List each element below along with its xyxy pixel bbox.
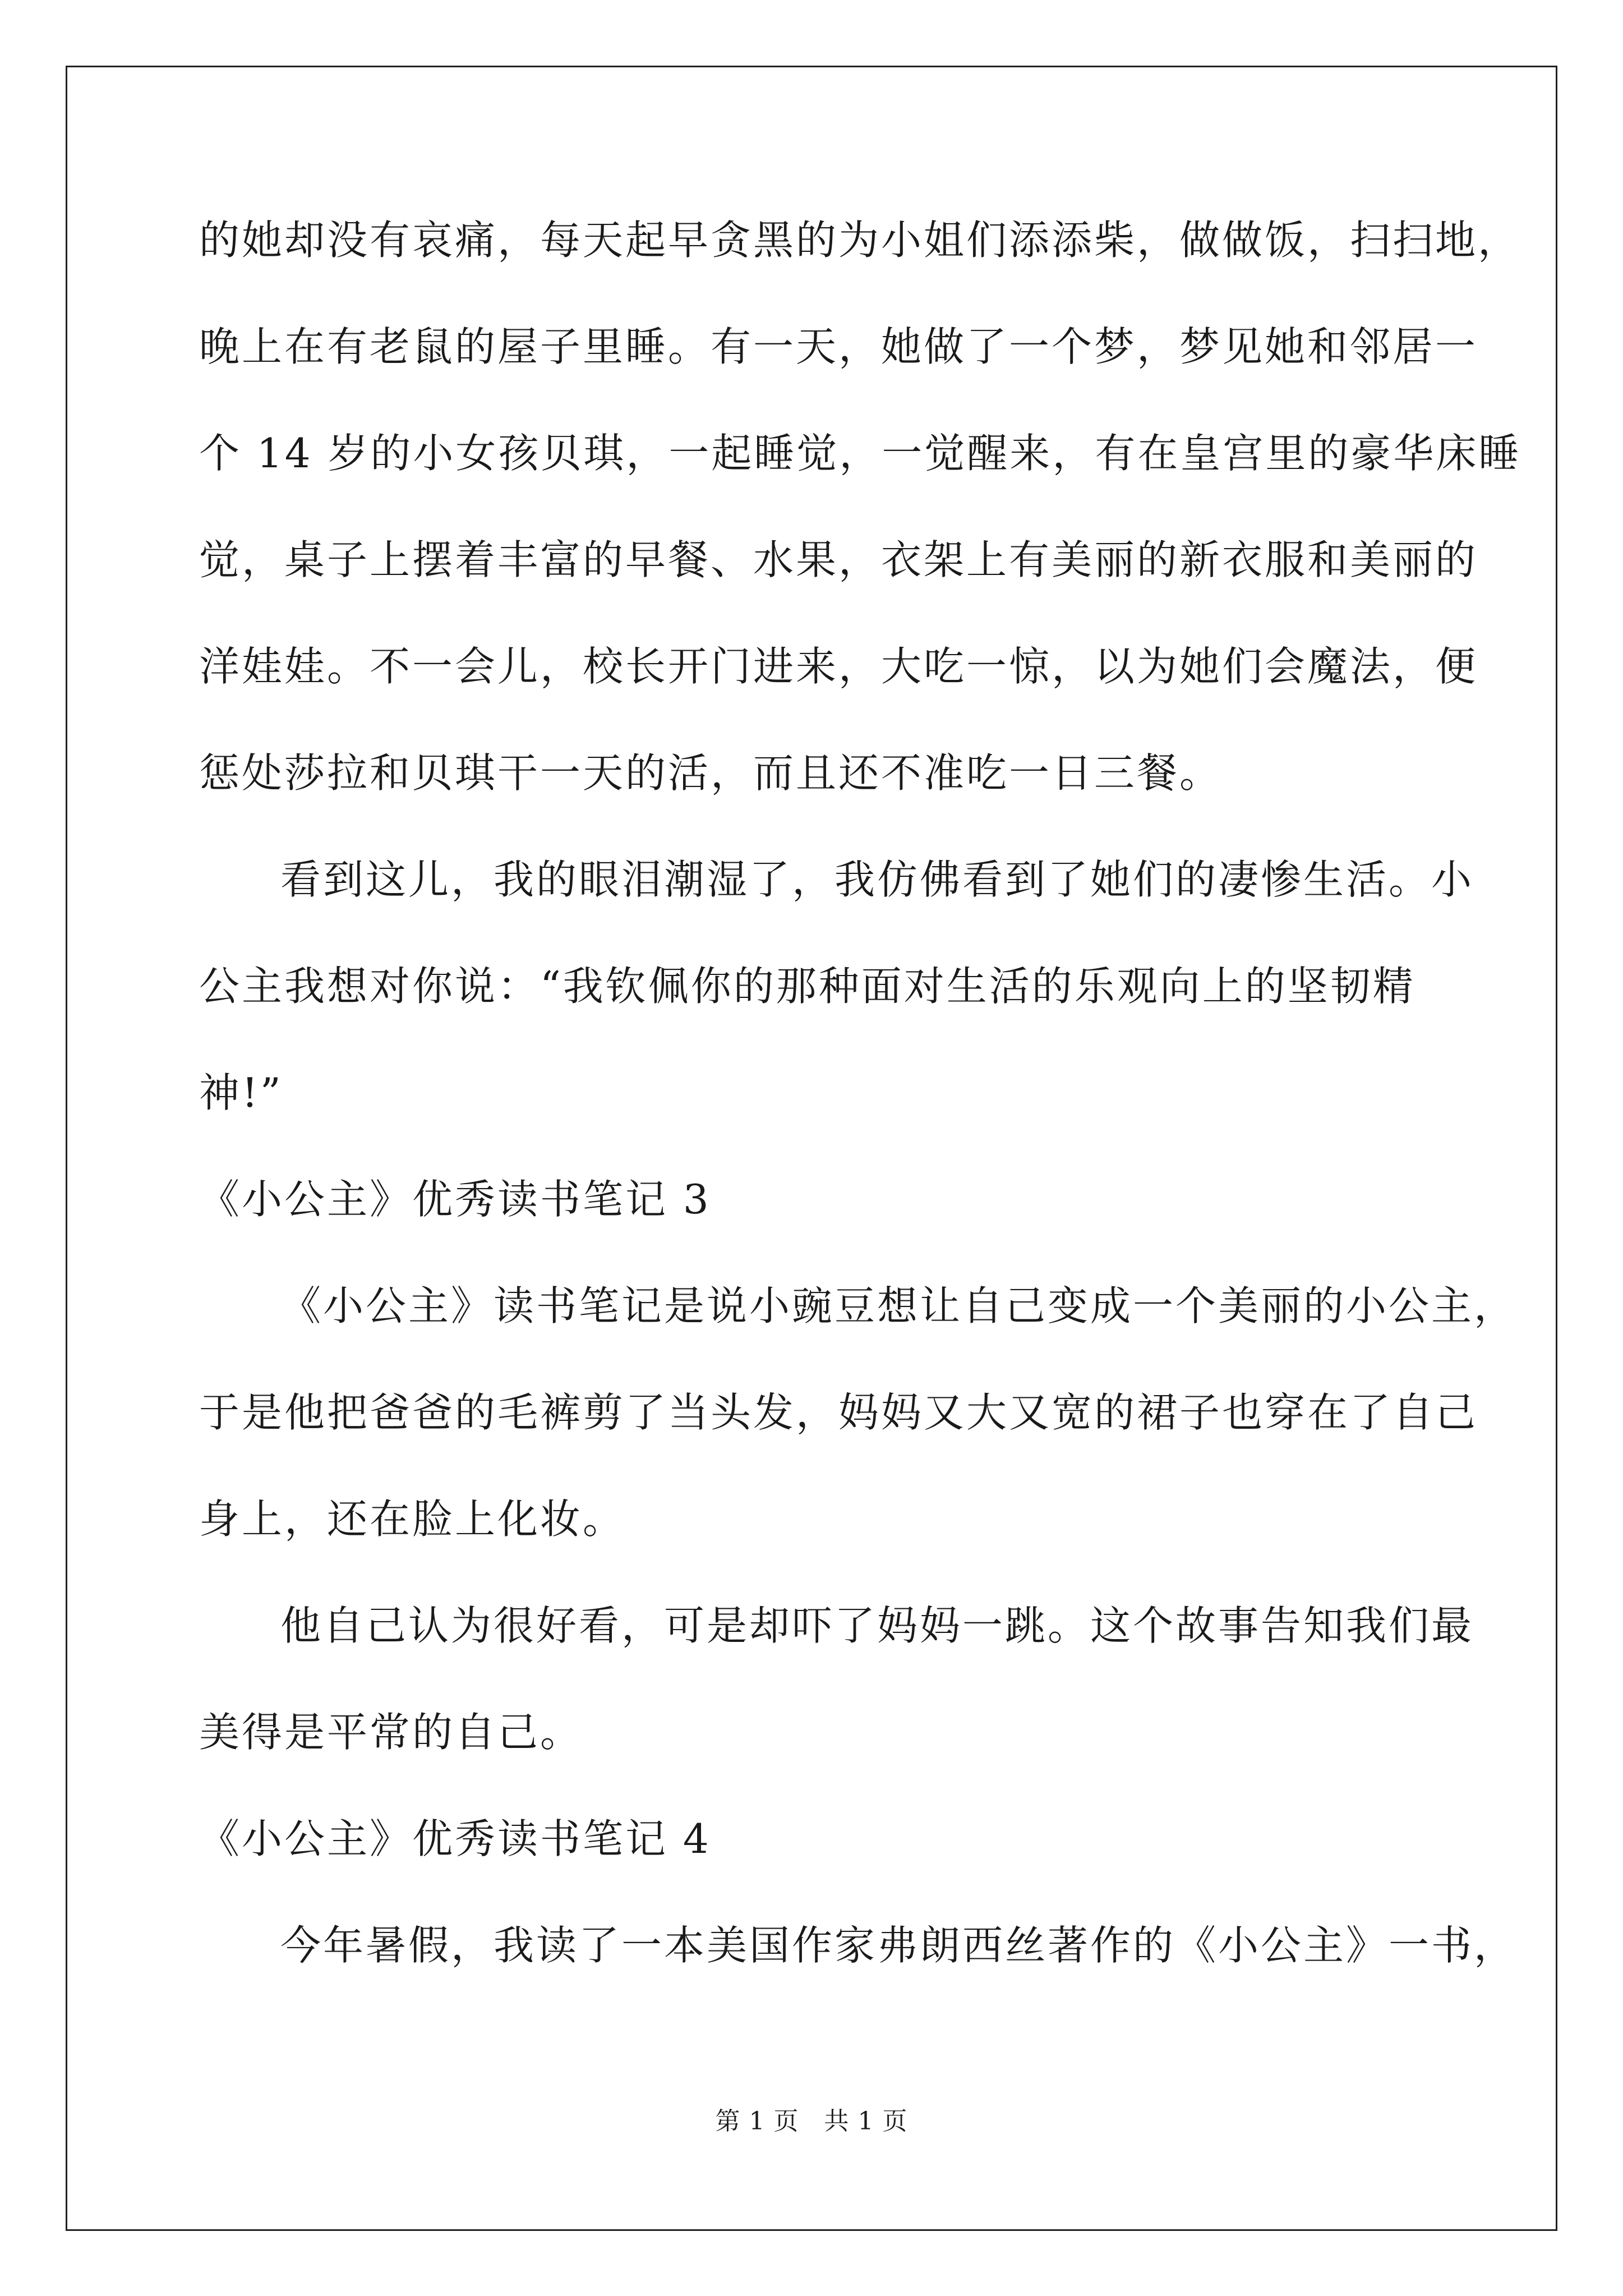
paragraph-line: 神!” — [199, 1069, 283, 1116]
section-heading: 《小公主》优秀读书笔记 3 — [199, 1176, 711, 1223]
paragraph-line: 于是他把爸爸的毛裤剪了当头发，妈妈又大又宽的裙子也穿在了自己 — [199, 1389, 1478, 1436]
paragraph-line: 觉，桌子上摆着丰富的早餐、水果，衣架上有美丽的新衣服和美丽的 — [199, 536, 1478, 583]
paragraph-line: 今年暑假，我读了一本美国作家弗朗西丝著作的《小公主》一书， — [280, 1922, 1517, 1969]
paragraph-line: 美得是平常的自己。 — [199, 1709, 583, 1756]
paragraph-line: 惩处莎拉和贝琪干一天的活，而且还不准吃一日三餐。 — [199, 749, 1223, 797]
paragraph-line: 《小公主》读书笔记是说小豌豆想让自己变成一个美丽的小公主， — [280, 1282, 1517, 1329]
paragraph-line: 晚上在有老鼠的屋子里睡。有一天，她做了一个梦，梦见她和邻居一 — [199, 323, 1478, 370]
paragraph-line: 洋娃娃。不一会儿，校长开门进来，大吃一惊，以为她们会魔法，便 — [199, 643, 1478, 690]
paragraph-line: 看到这儿，我的眼泪潮湿了，我仿佛看到了她们的凄惨生活。小 — [280, 856, 1474, 903]
paragraph-line: 的她却没有哀痛，每天起早贪黑的为小姐们添添柴，做做饭，扫扫地， — [199, 217, 1521, 264]
paragraph-line: 个 14 岁的小女孩贝琪，一起睡觉，一觉醒来，有在皇宫里的豪华床睡 — [199, 430, 1521, 477]
page-footer: 第 1 页 共 1 页 — [715, 2107, 908, 2136]
page-border — [66, 66, 1557, 2231]
paragraph-line: 身上，还在脸上化妆。 — [199, 1496, 626, 1543]
paragraph-line: 公主我想对你说：“我钦佩你的那种面对生活的乐观向上的坚韧精 — [199, 963, 1415, 1010]
paragraph-line: 他自己认为很好看，可是却吓了妈妈一跳。这个故事告知我们最 — [280, 1602, 1474, 1649]
section-heading: 《小公主》优秀读书笔记 4 — [199, 1815, 711, 1862]
